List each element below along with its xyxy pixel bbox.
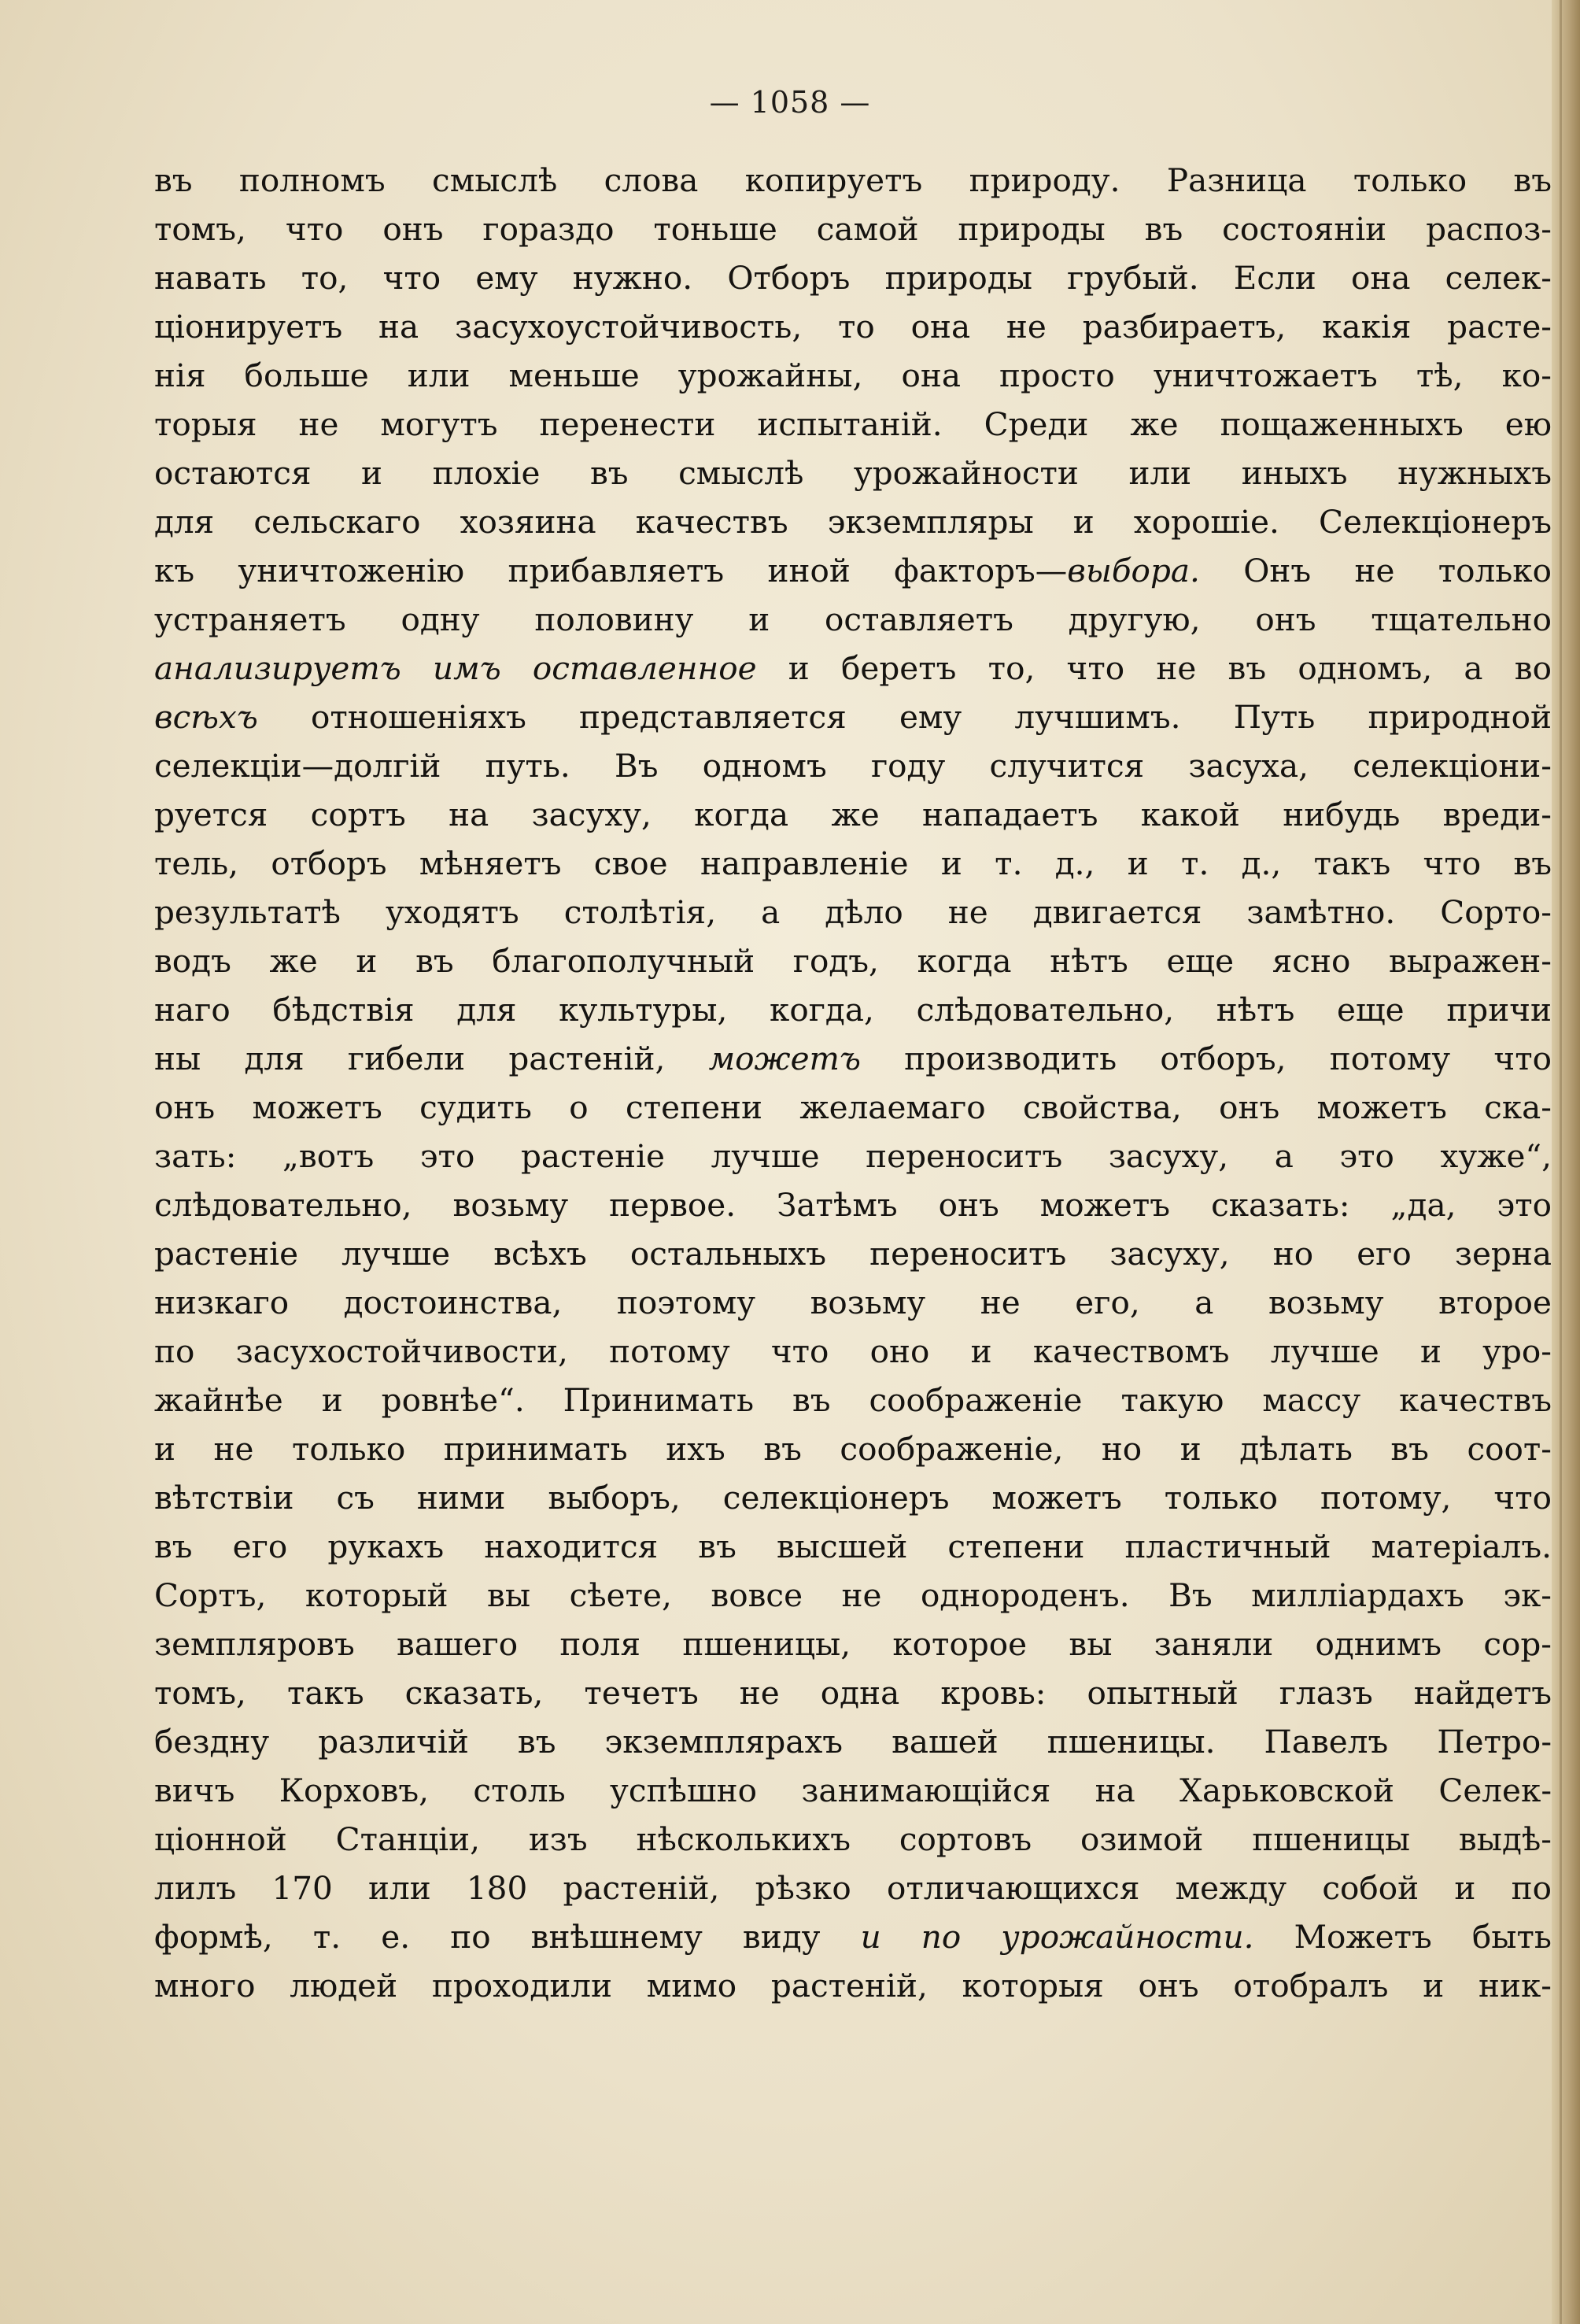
text-line: [154, 1620, 1552, 1668]
text-run: ціонной Станціи, изъ нѣсколькихъ сортовъ озимой пшеницы выдѣ-: [154, 1820, 1552, 1858]
text-line: [154, 1473, 1552, 1522]
text-run: къ уничтоженію прибавляетъ иной факторъ—: [154, 552, 1068, 589]
text-line: [154, 497, 1552, 546]
text-line: [154, 205, 1552, 253]
text-run: навать то, что ему нужно. Отборъ природы грубый. Если она селек-: [154, 259, 1552, 297]
text-line: [154, 1424, 1552, 1473]
text-line: [154, 449, 1552, 497]
text-line: [154, 1961, 1552, 2010]
text-run: устраняетъ одну половину и оставляетъ другую, онъ тщательно: [154, 600, 1552, 638]
text-run: низкаго достоинства, поэтому возьму не его, а возьму второе: [154, 1284, 1552, 1321]
text-line: [154, 595, 1552, 644]
text-line: [154, 888, 1552, 937]
text-line: [154, 985, 1552, 1034]
text-line: [154, 253, 1552, 302]
text-line: [154, 546, 1552, 595]
text-run: въ его рукахъ находится въ высшей степени пластичный матеріалъ.: [154, 1528, 1552, 1565]
text-run: остаются и плохіе въ смыслѣ урожайности или иныхъ нужныхъ: [154, 454, 1552, 492]
text-run: и беретъ то, что не въ одномъ, а во: [756, 649, 1552, 687]
text-run: онъ можетъ судить о степени желаемаго свойства, онъ можетъ ска-: [154, 1088, 1552, 1126]
italic-text: и по урожайности.: [860, 1918, 1254, 1956]
body-text: [154, 156, 1552, 2010]
italic-text: всѣхъ: [154, 698, 258, 736]
text-run: земпляровъ вашего поля пшеницы, которое вы заняли однимъ сор-: [154, 1625, 1552, 1663]
text-run: томъ, что онъ гораздо тоньше самой природы въ состояніи распоз-: [154, 210, 1552, 248]
text-line: [154, 1766, 1552, 1815]
text-run: бездну различій въ экземплярахъ вашей пшеницы. Павелъ Петро-: [154, 1723, 1552, 1761]
text-line: [154, 351, 1552, 400]
text-run: Можетъ быть: [1253, 1918, 1552, 1956]
text-run: руется сортъ на засуху, когда же нападаетъ какой нибудь вреди-: [154, 796, 1552, 833]
text-line: [154, 1278, 1552, 1327]
text-line: [154, 302, 1552, 351]
text-run: для сельскаго хозяина качествъ экземпляры и хорошіе. Селекціонеръ: [154, 503, 1552, 541]
text-line: [154, 839, 1552, 888]
page-number: — 1058 —: [709, 85, 871, 120]
text-line: [154, 400, 1552, 449]
text-line: [154, 1132, 1552, 1180]
text-run: ціонируетъ на засухоустойчивость, то она не разбираетъ, какія расте-: [154, 308, 1552, 345]
text-run: отношеніяхъ представляется ему лучшимъ. Путь природной: [257, 698, 1552, 736]
text-run: Онъ не только: [1199, 552, 1552, 589]
text-run: въ полномъ смыслѣ слова копируетъ природу. Разница только въ: [154, 161, 1552, 199]
text-line: [154, 1864, 1552, 1912]
text-run: лилъ 170 или 180 растеній, рѣзко отличающихся между собой и по: [154, 1869, 1552, 1907]
text-run: и не только принимать ихъ въ соображеніе, но и дѣлать въ соот-: [154, 1430, 1552, 1468]
text-line: [154, 1034, 1552, 1083]
text-run: жайнѣе и ровнѣе“. Принимать въ соображеніе такую массу качествъ: [154, 1381, 1552, 1419]
text-line: [154, 741, 1552, 790]
text-line: [154, 790, 1552, 839]
text-line: [154, 693, 1552, 741]
text-line: [154, 1668, 1552, 1717]
text-run: торыя не могутъ перенести испытаній. Среди же пощаженныхъ ею: [154, 405, 1552, 443]
text-line: [154, 1571, 1552, 1620]
text-line: [154, 1229, 1552, 1278]
text-run: растеніе лучше всѣхъ остальныхъ переноситъ засуху, но его зерна: [154, 1235, 1552, 1273]
text-run: наго бѣдствія для культуры, когда, слѣдовательно, нѣтъ еще причи: [154, 991, 1552, 1029]
text-run: селекціи—долгій путь. Въ одномъ году случится засуха, селекціони-: [154, 747, 1552, 785]
text-run: по засухостойчивости, потому что оно и качествомъ лучше и уро-: [154, 1332, 1552, 1370]
text-run: вѣтствіи съ ними выборъ, селекціонеръ можетъ только потому, что: [154, 1479, 1552, 1517]
text-run: много людей проходили мимо растеній, которыя онъ отобралъ и ник-: [154, 1967, 1552, 2004]
text-run: формѣ, т. е. по внѣшнему виду: [154, 1918, 861, 1956]
text-line: [154, 1180, 1552, 1229]
edge-rule: [1560, 0, 1562, 2324]
text-run: водъ же и въ благополучный годъ, когда нѣтъ еще ясно выражен-: [154, 942, 1552, 980]
text-line: [154, 1522, 1552, 1571]
text-line: [154, 644, 1552, 693]
text-run: ны для гибели растеній,: [154, 1040, 709, 1077]
text-line: [154, 937, 1552, 985]
text-line: [154, 156, 1552, 205]
text-line: [154, 1327, 1552, 1376]
text-line: [154, 1815, 1552, 1864]
text-run: вичъ Корховъ, столь успѣшно занимающійся на Харьковской Селек-: [154, 1772, 1552, 1809]
text-line: [154, 1717, 1552, 1766]
text-run: зать: „вотъ это растеніе лучше переноситъ засуху, а это хуже“,: [154, 1137, 1552, 1175]
text-run: Сортъ, который вы сѣете, вовсе не однороденъ. Въ милліардахъ эк-: [154, 1576, 1552, 1614]
text-run: производить отборъ, потому что: [860, 1040, 1552, 1077]
text-line: [154, 1376, 1552, 1424]
italic-text: анализируетъ имъ оставленное: [154, 649, 757, 687]
text-line: [154, 1083, 1552, 1132]
text-line: [154, 1912, 1552, 1961]
text-run: слѣдовательно, возьму первое. Затѣмъ онъ можетъ сказать: „да, это: [154, 1186, 1552, 1224]
text-run: результатѣ уходятъ столѣтія, а дѣло не двигается замѣтно. Сорто-: [154, 893, 1552, 931]
text-run: тель, отборъ мѣняетъ свое направленіе и т. д., и т. д., такъ что въ: [154, 844, 1552, 882]
page-edge: [1552, 0, 1580, 2324]
italic-text: можетъ: [708, 1040, 861, 1077]
italic-text: выбора.: [1067, 552, 1200, 589]
text-run: томъ, такъ сказать, течетъ не одна кровь: опытный глазъ найдетъ: [154, 1674, 1552, 1712]
text-run: нія больше или меньше урожайны, она просто уничтожаетъ тѣ, ко-: [154, 357, 1552, 394]
